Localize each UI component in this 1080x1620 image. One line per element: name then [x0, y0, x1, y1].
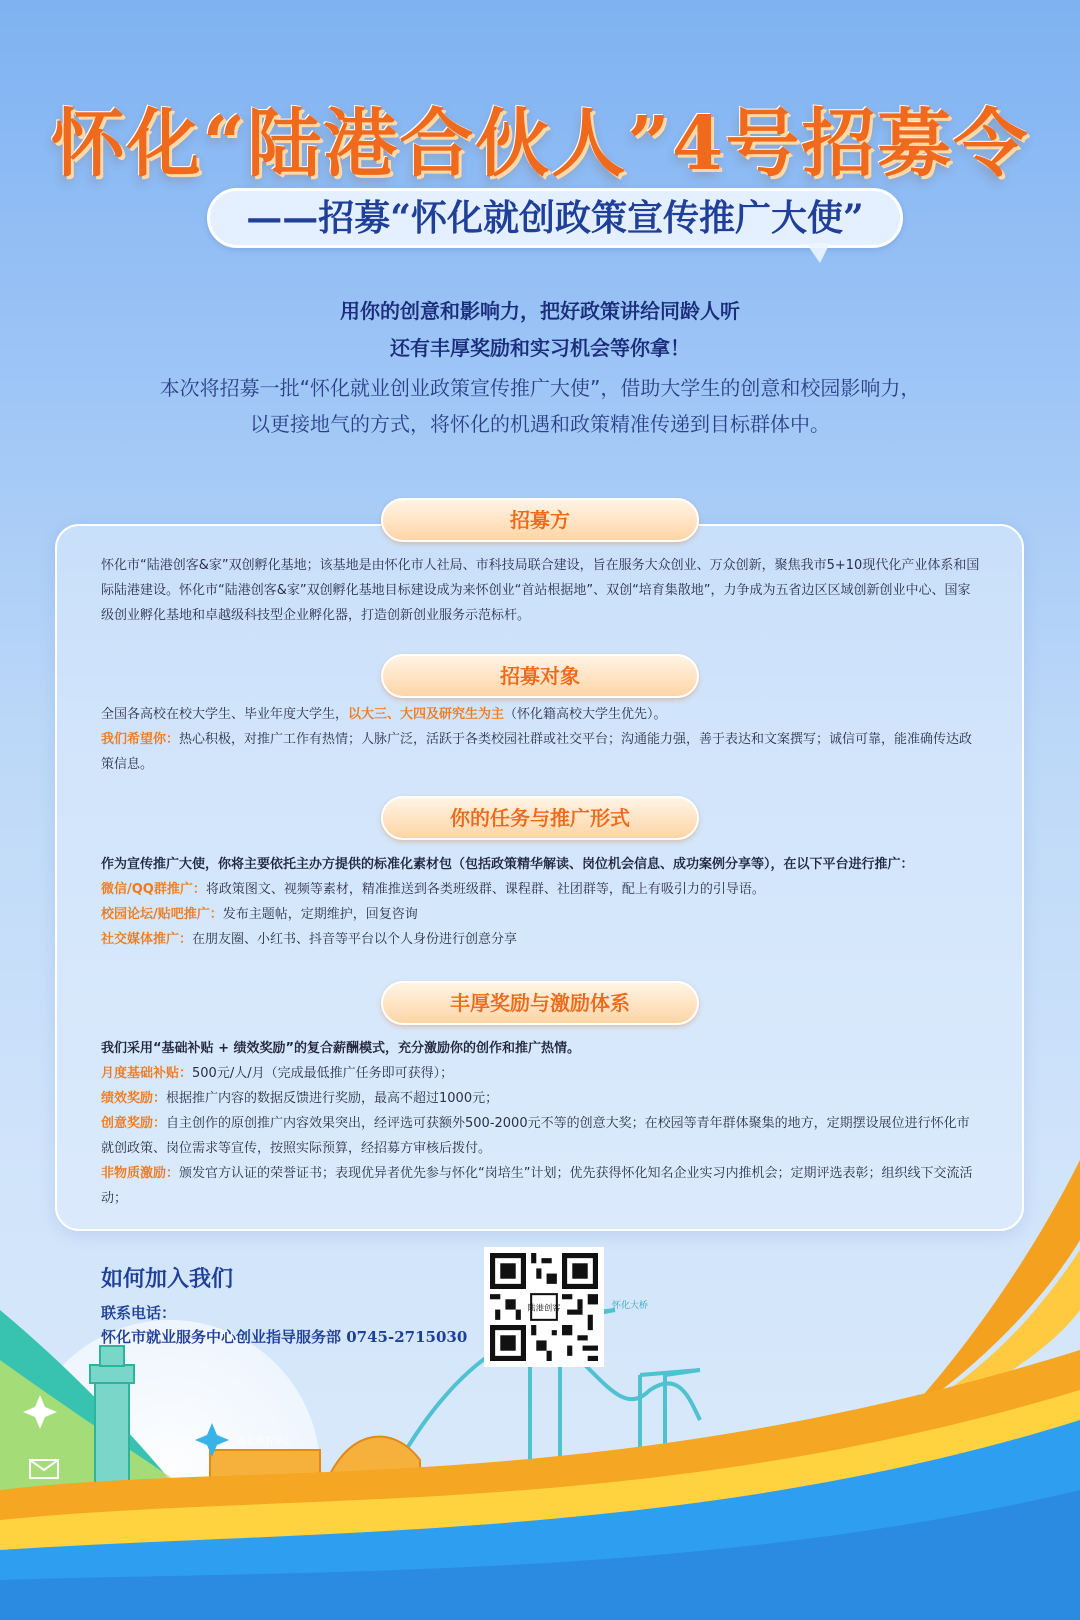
task-label: 校园论坛/贴吧推广： [101, 907, 223, 922]
target-line-pre: 全国各高校在校大学生、毕业年度大学生， [101, 707, 349, 722]
section-heading-target: 招募对象 [381, 654, 699, 698]
subtitle-bubble [207, 188, 903, 248]
task-text: 在朋友圈、小红书、抖音等平台以个人身份进行创意分享 [192, 932, 518, 947]
tasks-body [101, 852, 981, 952]
reward-label: 非物质激励： [101, 1166, 180, 1181]
poster-title: 怀化“陆港合伙人”4号招募令 [50, 101, 1030, 187]
reward-text: 颁发官方认证的荣誉证书；表现优异者优先参与怀化“岗培生”计划；优先获得怀化知名企业实习内推机会；定期评选表彰；组织线下交流活动； [101, 1166, 973, 1206]
qr-center-logo: 陆港创客 [527, 1302, 561, 1313]
target-highlight: 以大三、大四及研究生为主 [348, 707, 505, 722]
hope-label: 我们希望你： [101, 732, 180, 747]
phone-line: 怀化市就业服务中心创业指导服务部 0745-2715030 [101, 1328, 468, 1346]
rewards-intro: 我们采用“基础补贴 + 绩效奖励”的复合薪酬模式，充分激励你的创作和推广热情。 [101, 1041, 581, 1056]
task-label: 微信/QQ群推广： [101, 882, 206, 897]
intro-line-1: 本次将招募一批“怀化就业创业政策宣传推广大使”，借助大学生的创意和校园影响力， [159, 376, 921, 400]
qr-code-pattern [490, 1253, 598, 1361]
task-text: 发布主题帖，定期维护，回复咨询 [222, 907, 418, 922]
city-skyline-illustration [0, 1160, 1080, 1620]
reward-text: 自主创作的原创推广内容效果突出，经评选可获额外500-2000元不等的创意大奖；在校园等青年群体聚集的地方，定期摆设展位进行怀化市就创政策、岗位需求等宣传，按照实际预算，经招募方审核后拨付。 [101, 1116, 970, 1156]
phone-label: 联系电话： [101, 1304, 177, 1322]
tasks-intro: 作为宣传推广大使，你将主要依托主办方提供的标准化素材包（包括政策精华解读、岗位机会信息、成功案例分享等），在以下平台进行推广： [101, 857, 914, 872]
hope-text: 热心积极，对推广工作有热情；人脉广泛，活跃于各类校园社群或社交平台；沟通能力强，善于表达和文案撰写；诚信可靠，能准确传达政策信息。 [101, 732, 973, 772]
reward-text: 500元/人/月（完成最低推广任务即可获得）； [192, 1066, 454, 1081]
lead-line-1: 用你的创意和影响力，把好政策讲给同龄人听 [340, 299, 740, 323]
reward-item [101, 1111, 981, 1161]
task-text: 将政策图文、视频等素材，精准推送到各类班级群、课程群、社团群等，配上有吸引力的引导语。 [205, 882, 765, 897]
reward-item [101, 1061, 981, 1086]
poster-subtitle: ——招募“怀化就创政策宣传推广大使” [246, 197, 864, 239]
task-item [101, 927, 981, 952]
hope-line [101, 727, 981, 777]
building-sign: 怀化体育中心 [238, 1437, 293, 1447]
reward-label: 绩效奖励： [101, 1091, 167, 1106]
lead-line-2: 还有丰厚奖励和实习机会等你拿！ [390, 336, 690, 360]
reward-label: 创意奖励： [101, 1116, 167, 1131]
join-heading: 如何加入我们 [101, 1266, 234, 1292]
target-line-post: （怀化籍高校大学生优先）。 [504, 707, 667, 722]
section-heading-tasks: 你的任务与推广形式 [381, 796, 699, 840]
task-label: 社交媒体推广： [101, 932, 193, 947]
recruiter-body: 怀化市“陆港创客&家”双创孵化基地；该基地是由怀化市人社局、市科技局联合建设，旨在服务大众创业、万众创新，聚焦我市5+10现代化产业体系和国际陆港建设。怀化市“陆港创客&家”双创孵化基地目标建设成为来怀创业“首站根据地”、双创“培育集散地”，力争成为五省边区区域创新创业中心、国家级创业孵化基地和卓越级科技型企业孵化器，打造创新创业服务示范标杆。 [101, 558, 980, 623]
bridge-sign: 怀化大桥 [612, 1301, 649, 1311]
reward-text: 根据推广内容的数据反馈进行奖励，最高不超过1000元； [166, 1091, 499, 1106]
target-body [101, 702, 981, 777]
qr-code[interactable] [484, 1247, 604, 1367]
intro-line-2: 以更接地气的方式，将怀化的机遇和政策精准传递到目标群体中。 [250, 412, 830, 436]
task-item [101, 902, 981, 927]
intro-paragraph [80, 370, 1000, 442]
section-heading-rewards: 丰厚奖励与激励体系 [381, 981, 699, 1025]
reward-label: 月度基础补贴： [101, 1066, 193, 1081]
target-line [101, 702, 981, 727]
task-item [101, 877, 981, 902]
section-heading-recruiter: 招募方 [381, 498, 699, 542]
reward-item [101, 1086, 981, 1111]
